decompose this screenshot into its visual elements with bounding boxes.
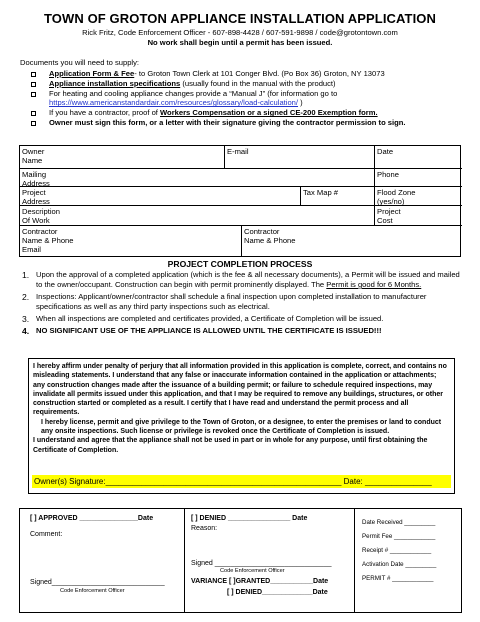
affirmation-paragraph-1: I hereby affirm under penalty of perjury that all information provided in this application is complete, correct, and contains no misleading statements. I understand that any false or inaccurate information contained in the application or attachments; any construction changes made after the issuance of a building permit; or failure to schedule required inspections, may invalidate all permits issued under this application, and that I may be required to remove any buildings, structures, or other construction started or completed as a result. I certify that I have read and understand the permit process and all requirements. <box>33 363 447 417</box>
process-step-3 <box>22 314 462 324</box>
documents-list <box>20 69 475 128</box>
document-item-application <box>20 69 475 79</box>
affirmation-box <box>28 358 455 494</box>
process-steps <box>22 270 462 338</box>
date-received-field[interactable]: Date Received _________ <box>362 519 436 526</box>
contact-line: Rick Fritz, Code Enforcement Officer - 607-898-4428 / 607-591-9898 / code@grotontown.com <box>82 28 398 37</box>
office-use-table <box>19 508 462 613</box>
permit-validity: Permit is good for 6 Months. <box>326 280 422 289</box>
affirmation-paragraph-3: I understand and agree that the appliance shall not be used in part or in whole for any purpose, until first obtaining the Certificate of Completion. <box>33 437 428 454</box>
signed-line-1[interactable]: Signed_____________________________ <box>30 579 165 586</box>
approved-line[interactable]: [ ] APPROVED _______________Date <box>30 515 154 522</box>
application-form-table <box>19 145 461 257</box>
step-number: 3. <box>22 314 30 324</box>
step-text: Inspections: Applicant/owner/contractor shall schedule a final inspection upon completed installation to manufacturer specifications as well as any third party inspections such as electrical. <box>36 292 427 311</box>
checkbox-icon[interactable] <box>31 72 36 77</box>
permit-info-column <box>355 509 463 612</box>
step-text: NO SIGNIFICANT USE OF THE APPLIANCE IS ALLOWED UNTIL THE CERTIFICATE IS ISSUED!!! <box>36 326 382 335</box>
specifications-label: Appliance installation specifications <box>49 78 181 88</box>
approval-column <box>20 509 185 612</box>
document-item-workers-comp <box>20 108 475 118</box>
documents-intro: Documents you will need to supply: <box>20 58 140 67</box>
tax-map-field[interactable]: Tax Map # <box>301 187 375 206</box>
affirmation-paragraph-2: I hereby license, permit and give privilege to the Town of Groton, or a designee, to enter the premises or land to conduct any onsite inspections. Such license or privilege is revoked once the Certificate of Completion is issued. <box>41 418 442 436</box>
receipt-field[interactable]: Receipt # ____________ <box>362 547 432 554</box>
mailing-address-field[interactable]: Mailing Address <box>20 169 375 187</box>
permit-number-field[interactable]: PERMIT # ____________ <box>362 575 434 582</box>
reason-label: Reason: <box>191 525 218 532</box>
specifications-text: (usually found in the manual with the product) <box>180 78 336 88</box>
project-address-field[interactable]: Project Address <box>20 187 301 206</box>
email-field[interactable]: E-mail <box>225 146 375 169</box>
workers-comp-text: If you have a contractor, proof of <box>49 108 161 118</box>
comment-label: Comment: <box>30 531 63 538</box>
document-item-owner-signature <box>20 118 475 128</box>
date-field[interactable]: Date <box>375 146 462 169</box>
step-text: Upon the approval of a completed application (which is the fee & all necessary documents), a Permit will be issued and mailed to the owner/occupant. Construction can begin with permit prominently displayed. The <box>36 270 460 289</box>
owner-signature-line[interactable]: Owner(s) Signature:_____________________________________________________ Date: _______________ <box>32 475 451 488</box>
owner-signature-text: Owner must sign this form, or a letter with their signature giving the contractor permission to sign. <box>49 117 406 127</box>
owner-name-field[interactable]: Owner Name <box>20 146 225 169</box>
checkbox-icon[interactable] <box>31 121 36 126</box>
description-field[interactable]: Description Of Work <box>20 206 375 226</box>
variance-denied-line[interactable]: [ ] DENIED_____________Date <box>227 589 328 596</box>
flood-zone-field[interactable]: Flood Zone (yes/no) <box>375 187 462 206</box>
process-step-4 <box>22 326 462 336</box>
phone-field[interactable]: Phone <box>375 169 462 187</box>
step-number: 2. <box>22 292 30 302</box>
signed-line-2[interactable]: Signed ______________________________ <box>191 560 332 567</box>
step-text: When all inspections are completed and certificates provided, a Certificate of Completion will be issued. <box>36 314 384 323</box>
variance-line[interactable]: VARIANCE [ ]GRANTED___________Date <box>191 578 329 585</box>
permit-fee-field[interactable]: Permit Fee ____________ <box>362 533 436 540</box>
ceo-label-2: Code Enforcement Officer <box>220 568 285 574</box>
step-number: 4. <box>22 326 30 336</box>
step-number: 1. <box>22 270 30 280</box>
activation-date-field[interactable]: Activation Date _________ <box>362 561 437 568</box>
contractor-1-field[interactable]: Contractor Name & Phone Email <box>20 226 242 257</box>
workers-comp-label: Workers Compensation or a signed CE-200 Exemption form. <box>160 108 378 118</box>
document-item-manual-j-link <box>20 98 475 108</box>
denial-column <box>185 509 355 612</box>
project-cost-field[interactable]: Project Cost <box>375 206 462 226</box>
manual-j-text: For heating and cooling appliance changes provide a “Manual J” (for information go to <box>49 88 338 98</box>
denied-line[interactable]: [ ] DENIED ________________ Date <box>191 515 308 522</box>
document-item-manual-j <box>20 89 475 99</box>
process-step-2 <box>22 292 462 312</box>
load-calculation-link[interactable]: https://www.americanstandardair.com/resources/glossary/load-calculation/ <box>49 98 299 108</box>
page-title: TOWN OF GROTON APPLIANCE INSTALLATION APPLICATION <box>44 11 436 26</box>
process-title: PROJECT COMPLETION PROCESS <box>167 259 313 269</box>
manual-j-end: ) <box>298 98 303 108</box>
checkbox-icon[interactable] <box>31 111 36 116</box>
document-item-specifications <box>20 79 475 89</box>
contractor-2-field[interactable]: Contractor Name & Phone <box>244 227 296 245</box>
checkbox-icon[interactable] <box>31 82 36 87</box>
process-step-1 <box>22 270 462 290</box>
application-form-text: - to Groton Town Clerk at 101 Conger Blvd. (Po Box 36) Groton, NY 13073 <box>134 69 385 78</box>
application-form-label: Application Form & Fee <box>49 69 135 78</box>
ceo-label-1: Code Enforcement Officer <box>60 588 125 594</box>
checkbox-icon[interactable] <box>31 92 36 97</box>
permit-warning: No work shall begin until a permit has been issued. <box>147 38 333 47</box>
